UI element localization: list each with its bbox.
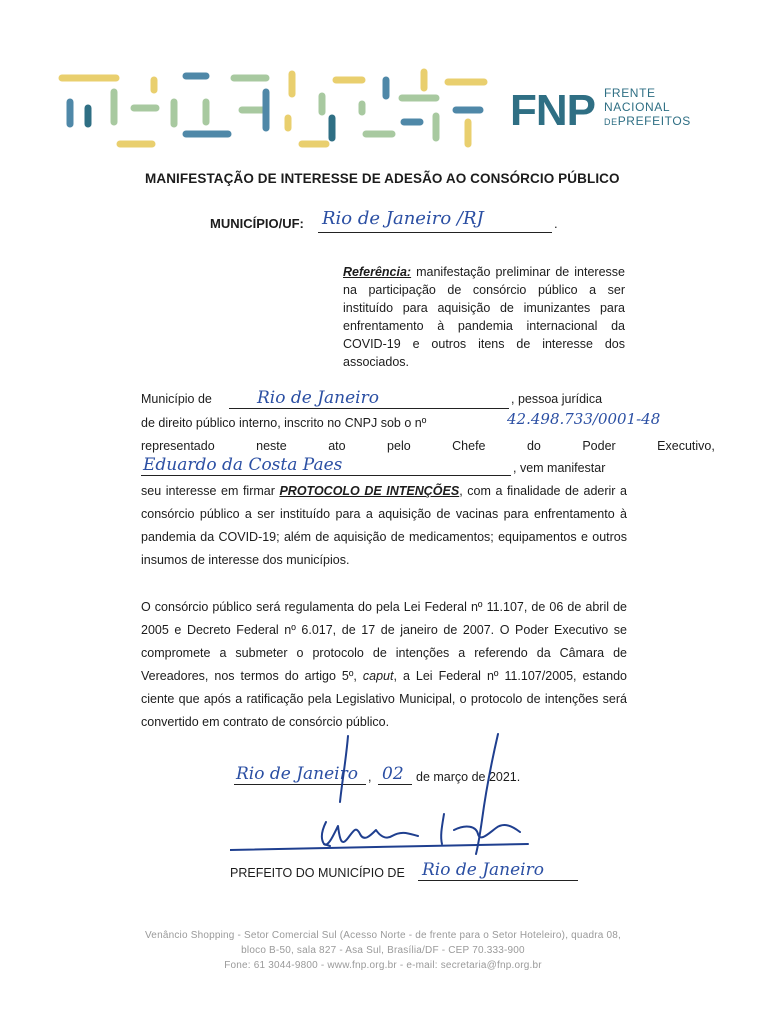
municipio-value: Rio de Janeiro /RJ (322, 208, 484, 229)
referencia-block (343, 263, 625, 371)
para2-text-after: , a Lei Federal nº 11.107/2005, estando ciente que após a ratificação pela Legislativo Municipal, o protocolo de intenções será convertido em contrato de consórcio público. (141, 669, 627, 729)
para1-row4 (141, 457, 627, 479)
date-rest: de março de 2021. (416, 770, 521, 784)
brand-name-line1: FRENTE (604, 86, 656, 100)
fnp-dash-pattern-logo (56, 62, 496, 152)
prefeito-label: PREFEITO DO MUNICÍPIO DE (230, 866, 405, 880)
referencia-label: Referência: (343, 265, 412, 279)
municipio-name-field (229, 390, 509, 409)
prefeito-row (230, 860, 590, 886)
paragraph-2-body (141, 596, 627, 734)
para2-text-before: O consórcio público será regulamenta do pela Lei Federal nº 11.107, de 06 de abril de 2005 e Decreto Federal nº 6.017, de 17 de janeiro de 2007. O Poder Executivo se compromete a submeter o protocolo de intenções a referendo da Câmara de Vereadores, nos termos do artigo 5º, (141, 600, 627, 683)
para1-row2 (141, 410, 661, 436)
municipio-name-value: Rio de Janeiro (257, 388, 379, 408)
paragraph-1-body (141, 480, 627, 572)
brand-name-line3 (604, 114, 691, 129)
pessoa-juridica-text: , pessoa jurídica (511, 392, 603, 406)
cnpj-prefix: de direito público interno, inscrito no CNPJ sob o nº (141, 416, 427, 430)
referencia-text: manifestação preliminar de interesse na participação de consórcio público a ser instituído para aquisição de imunizantes para enfrentamento à pandemia internacional da COVID-19 e outros itens de interesse dos associados. (343, 265, 625, 369)
fnp-brand-name (604, 86, 691, 129)
brand-name-line2: NACIONAL (604, 100, 671, 114)
prefeito-municipio-value: Rio de Janeiro (422, 860, 544, 880)
representado-text: representado neste ato pelo Chefe do Poder Executivo, (141, 439, 715, 453)
footer-line1: Venâncio Shopping - Setor Comercial Sul (Acesso Norte - de frente para o Setor Hoteleiro), quadra 08, (144, 930, 621, 941)
brand-name-line3-main: PREFEITOS (617, 114, 691, 128)
municipio-prefix: Município de (141, 392, 212, 406)
municipio-end: . (554, 216, 558, 231)
chefe-value: Eduardo da Costa Paes (143, 455, 343, 475)
caput-italic: caput (362, 669, 394, 683)
date-comma: , (368, 770, 372, 784)
mayor-signature-image (230, 730, 570, 860)
municipio-label: MUNICÍPIO/UF: (210, 216, 304, 231)
para1-row1 (141, 390, 627, 412)
document-title: MANIFESTAÇÃO DE INTERESSE DE ADESÃO AO CONSÓRCIO PÚBLICO (145, 171, 620, 186)
protocolo-bold: PROTOCOLO DE INTENÇÕES (279, 484, 460, 498)
prefeito-municipio-field (418, 862, 578, 881)
cnpj-value: 42.498.733/0001-48 (507, 410, 661, 428)
municipio-field (318, 210, 552, 233)
para1-text-after: , com a finalidade de aderir a consórcio público a ser instituído para a aquisição de vacinas para enfrentamento à pandemia da COVID-19; além de aquisição de medicamentos; equipamentos e outros insumos de interesse dos municípios. (141, 484, 627, 567)
date-day-value: 02 (382, 764, 404, 784)
footer-address (0, 928, 766, 973)
vem-manifestar-text: , vem manifestar (513, 461, 606, 475)
para1-text-before: seu interesse em firmar (141, 484, 280, 498)
footer-line3: Fone: 61 3044-9800 - www.fnp.org.br - e-mail: secretaria@fnp.org.br (224, 960, 542, 971)
chefe-field (141, 457, 511, 476)
brand-name-line3-prefix: DE (604, 117, 618, 127)
cnpj-field (501, 410, 661, 428)
fnp-brand-mark: FNP (510, 86, 595, 135)
footer-line2: bloco B-50, sala 827 - Asa Sul, Brasília/DF - CEP 70.333-900 (241, 945, 525, 956)
date-city-value: Rio de Janeiro (236, 764, 358, 784)
